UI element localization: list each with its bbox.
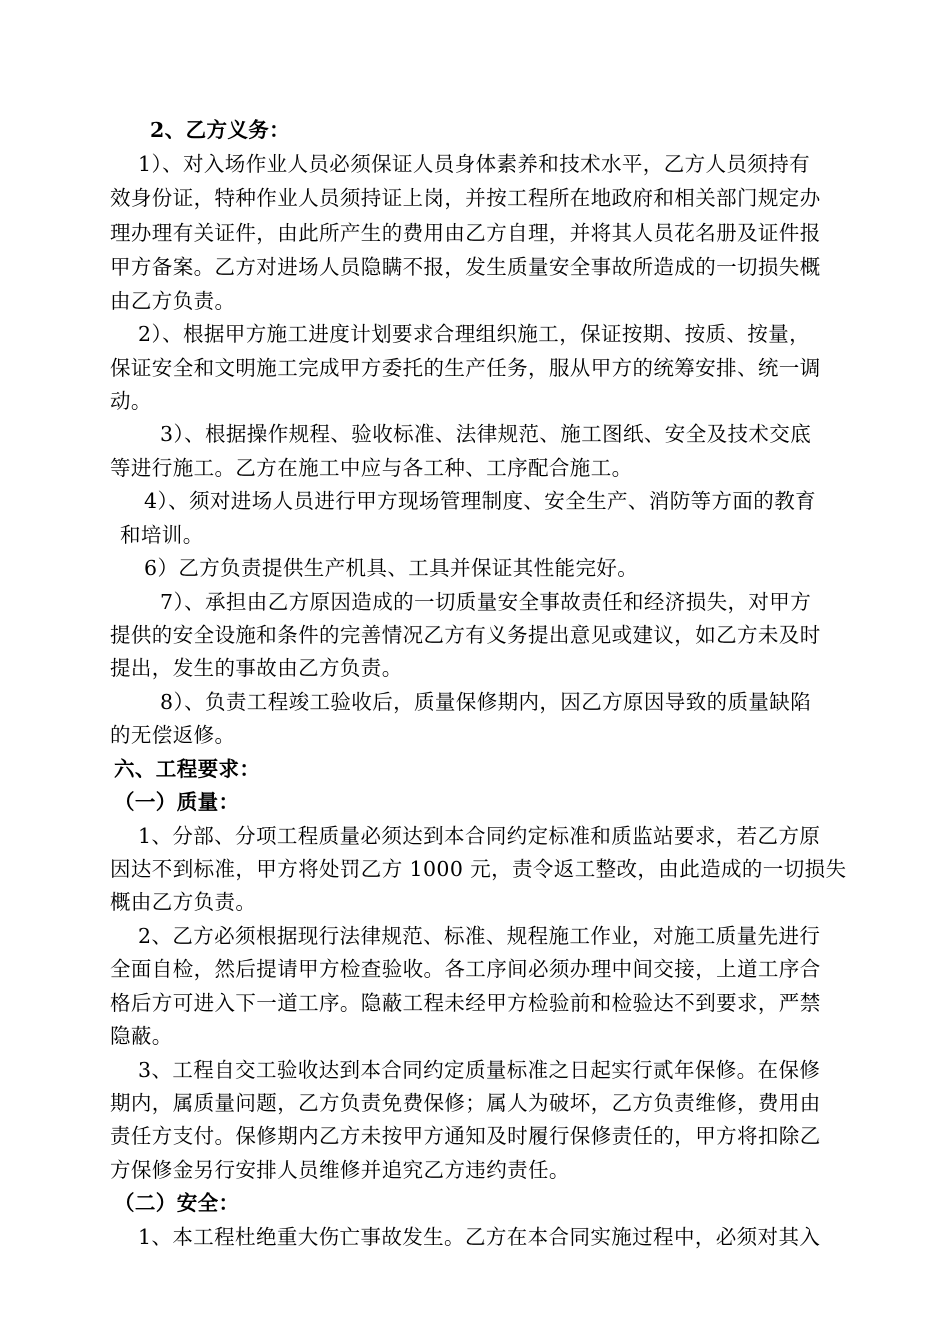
- paragraph-line: 效身份证，特种作业人员须持证上岗，并按工程所在地政府和相关部门规定办: [110, 186, 821, 210]
- paragraph-line: 隐蔽。: [110, 1024, 173, 1048]
- section-heading-project-requirements: 六、工程要求：: [114, 757, 261, 781]
- paragraph-line: 1）、对入场作业人员必须保证人员身体素养和技术水平，乙方人员须持有: [138, 152, 810, 176]
- paragraph-line: 提供的安全设施和条件的完善情况乙方有义务提出意见或建议，如乙方未及时: [110, 623, 821, 647]
- paragraph-line: 由乙方负责。: [110, 289, 236, 313]
- paragraph-line: 提出，发生的事故由乙方负责。: [110, 656, 403, 680]
- paragraph-line: 甲方备案。乙方对进场人员隐瞒不报，发生质量安全事故所造成的一切损失概: [110, 255, 821, 279]
- paragraph-line: 1、本工程杜绝重大伤亡事故发生。乙方在本合同实施过程中，必须对其入: [138, 1225, 821, 1249]
- paragraph-line: 保证安全和文明施工完成甲方委托的生产任务，服从甲方的统筹安排、统一调: [110, 356, 821, 380]
- heading-party-b-obligations: 2、乙方义务：: [150, 118, 291, 142]
- paragraph-line: 2、乙方必须根据现行法律规范、标准、规程施工作业，对施工质量先进行: [138, 924, 821, 948]
- paragraph-line: 6）乙方负责提供生产机具、工具并保证其性能完好。: [144, 556, 639, 580]
- paragraph-line: 因达不到标准，甲方将处罚乙方 1000 元，责令返工整改，由此造成的一切损失: [110, 857, 847, 881]
- paragraph-line: 格后方可进入下一道工序。隐蔽工程未经甲方检验前和检验达不到要求，严禁: [110, 991, 821, 1015]
- paragraph-line: 全面自检，然后提请甲方检查验收。各工序间必须办理中间交接，上道工序合: [110, 957, 821, 981]
- paragraph-line: 和培训。: [120, 523, 204, 547]
- paragraph-line: 3、工程自交工验收达到本合同约定质量标准之日起实行贰年保修。在保修: [138, 1058, 821, 1082]
- paragraph-line: 动。: [110, 389, 152, 413]
- paragraph-line: 的无偿返修。: [110, 723, 236, 747]
- paragraph-line: 4）、须对进场人员进行甲方现场管理制度、安全生产、消防等方面的教育: [144, 489, 816, 513]
- paragraph-line: 方保修金另行安排人员维修并追究乙方违约责任。: [110, 1158, 570, 1182]
- subsection-heading-safety: （二）安全：: [114, 1191, 240, 1215]
- paragraph-line: 8）、负责工程竣工验收后，质量保修期内，因乙方原因导致的质量缺陷: [160, 690, 812, 714]
- paragraph-line: 7）、承担由乙方原因造成的一切质量安全事故责任和经济损失，对甲方: [160, 590, 812, 614]
- subsection-heading-quality: （一）质量：: [114, 790, 240, 814]
- paragraph-line: 1、分部、分项工程质量必须达到本合同约定标准和质监站要求，若乙方原: [138, 824, 821, 848]
- paragraph-line: 期内，属质量问题，乙方负责免费保修；属人为破坏，乙方负责维修，费用由: [110, 1091, 821, 1115]
- paragraph-line: 3）、根据操作规程、验收标准、法律规范、施工图纸、安全及技术交底: [160, 422, 812, 446]
- paragraph-line: 概由乙方负责。: [110, 890, 257, 914]
- paragraph-line: 等进行施工。乙方在施工中应与各工种、工序配合施工。: [110, 456, 633, 480]
- paragraph-line: 2）、根据甲方施工进度计划要求合理组织施工，保证按期、按质、按量，: [138, 322, 810, 346]
- paragraph-line: 理办理有关证件，由此所产生的费用由乙方自理，并将其人员花名册及证件报: [110, 221, 821, 245]
- paragraph-line: 责任方支付。保修期内乙方未按甲方通知及时履行保修责任的，甲方将扣除乙: [110, 1124, 821, 1148]
